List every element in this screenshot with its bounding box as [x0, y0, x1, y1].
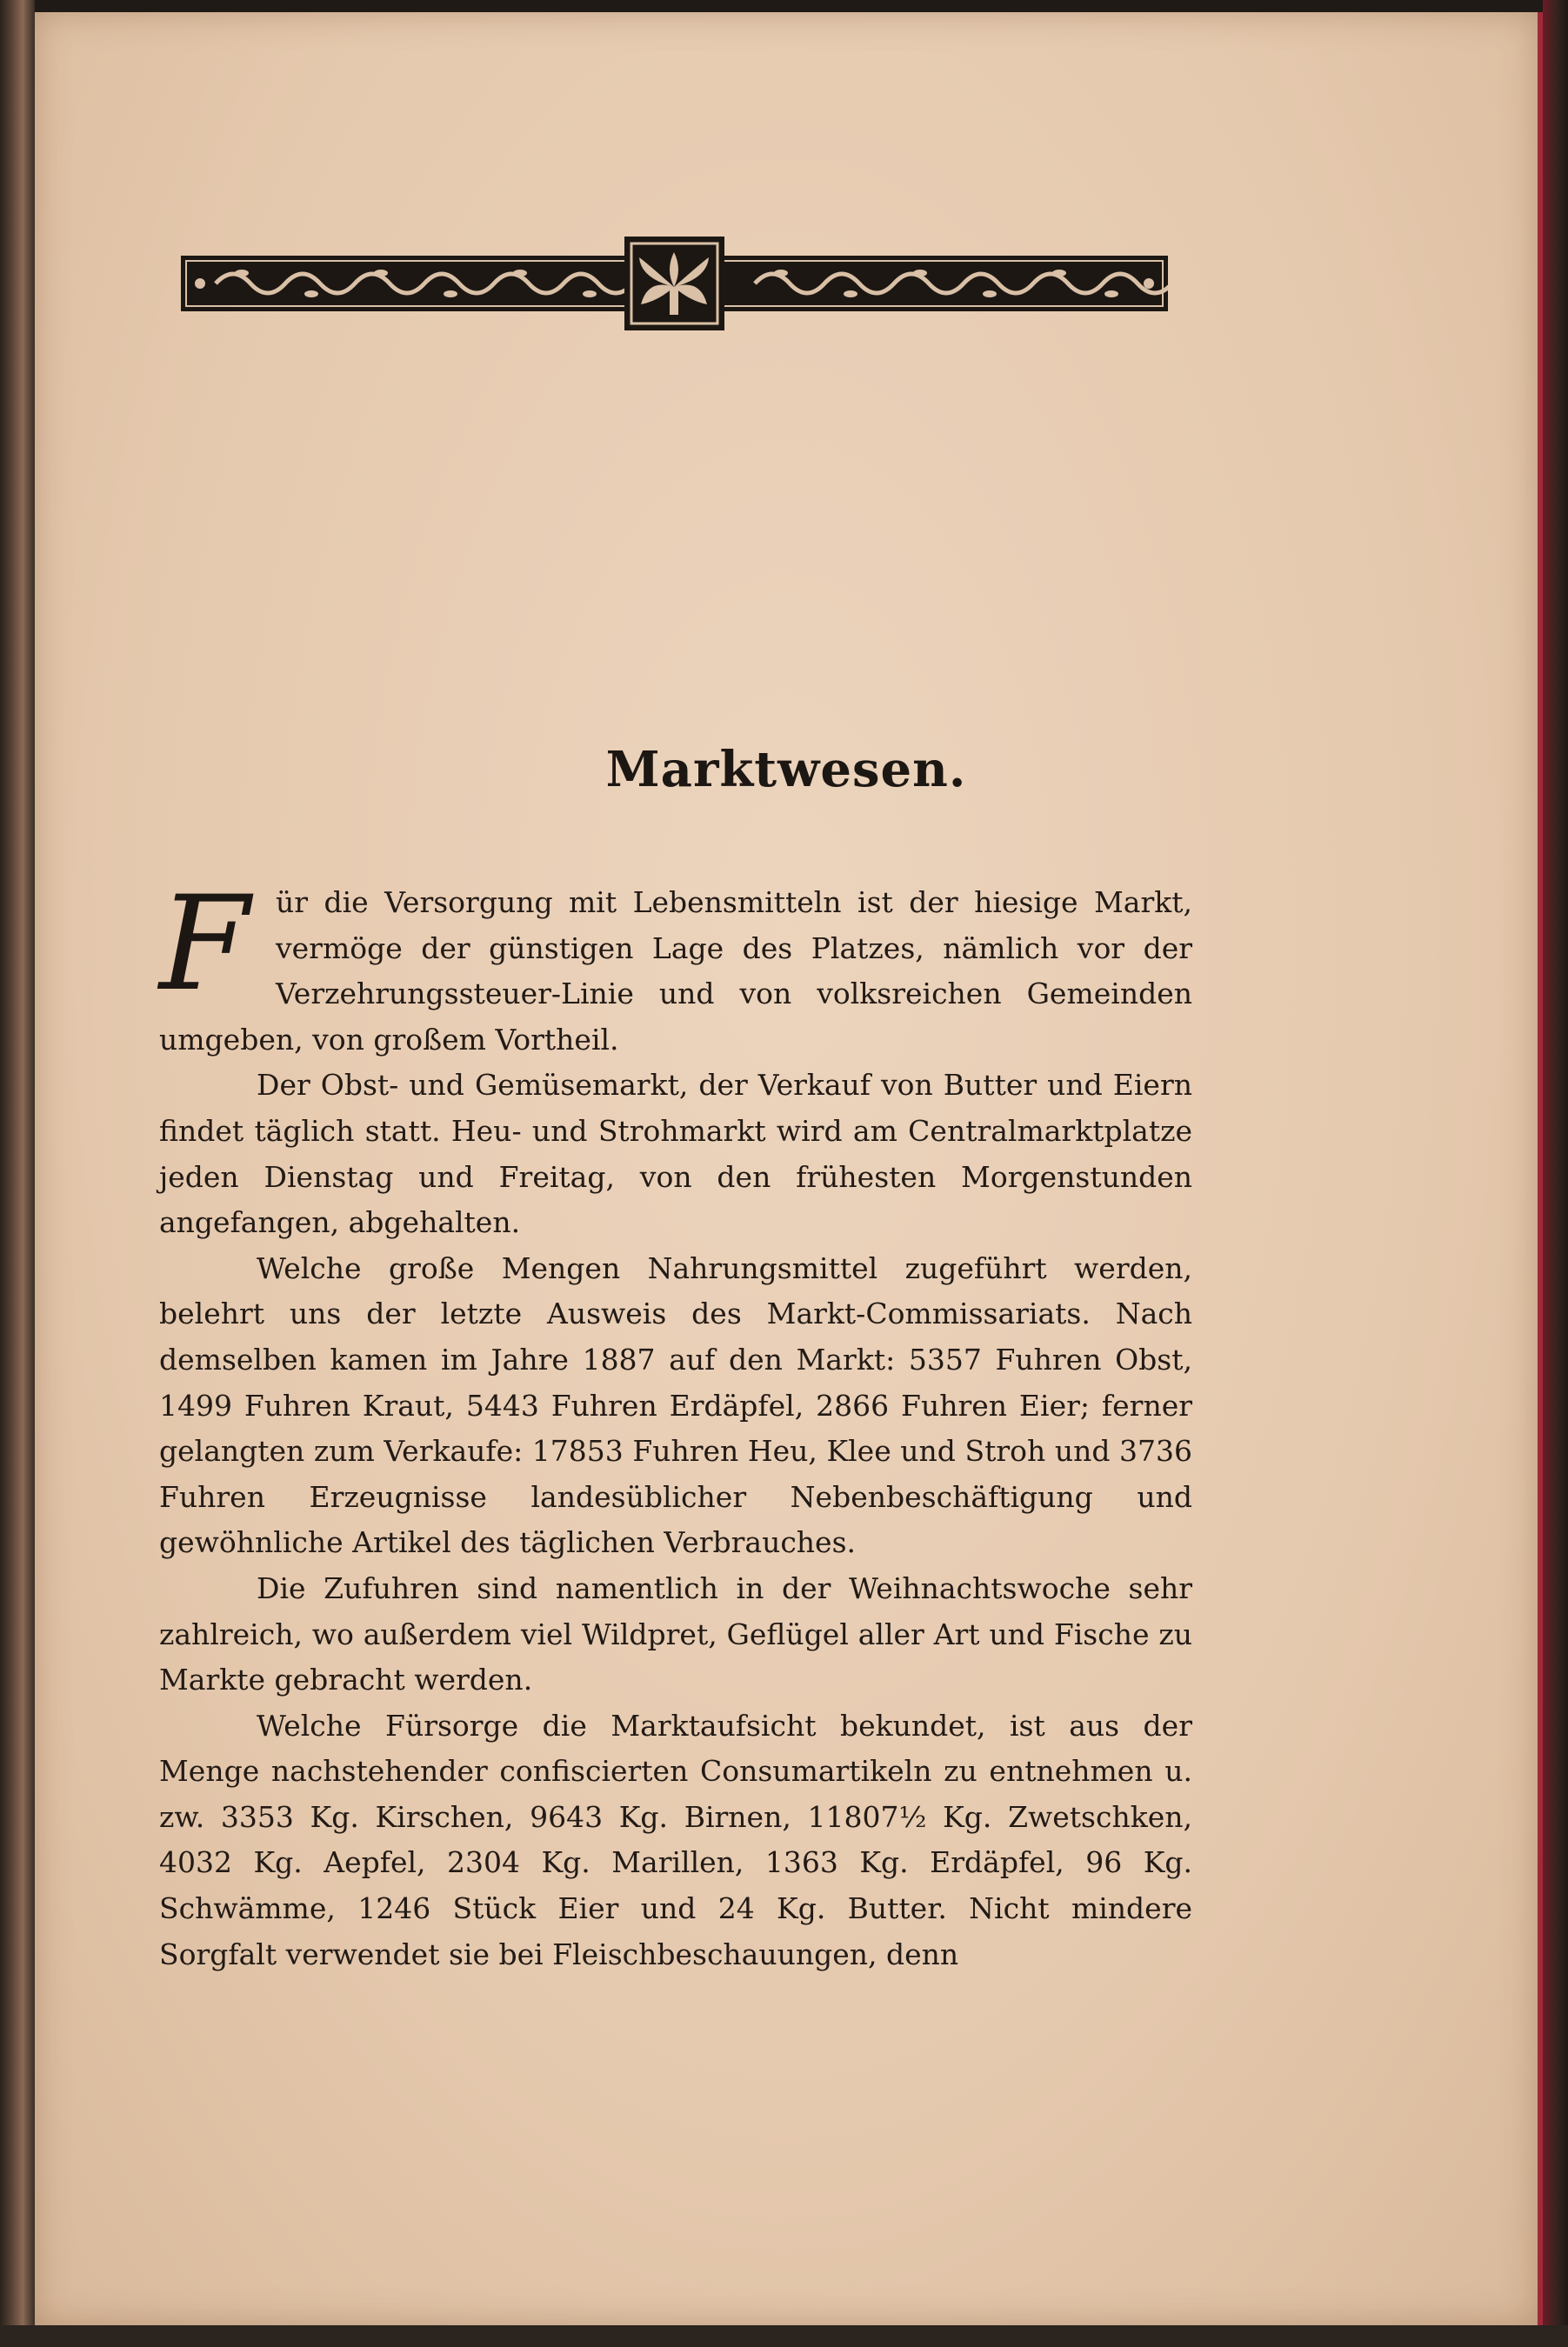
book-bottom-edge	[0, 2325, 1568, 2347]
paragraph-4: Die Zufuhren sind namentlich in der Weihnachtswoche sehr zahlreich, wo außerdem viel Wildpret, Geflügel aller Art und Fische zu Markte gebracht werden.	[159, 1570, 1192, 1697]
book-page	[35, 12, 1543, 2325]
ornamental-header-band	[181, 237, 1168, 330]
paragraph-5: Welche Fürsorge die Marktaufsicht bekundet, ist aus der Menge nachstehender confiscierten Consumartikeln zu entnehmen u. zw. 3353 Kg. Kirschen, 9643 Kg. Birnen, 11807½ Kg. Zwetschken, 4032 Kg. Aepfel, 2304 Kg. Marillen, 1363 Kg. Erdäpfel, 96 Kg. Schwämme, 1246 Stück Eier und 24 Kg. Butter. Nicht mindere Sorgfalt verwendet sie bei Fleischbeschauungen, denn	[159, 1708, 1192, 1971]
book-cover-edge	[1543, 0, 1568, 2347]
paragraph-1-text: ür die Versorgung mit Lebensmitteln ist der hiesige Markt, vermöge der günstigen Lage des Platzes, nämlich vor der Verzehrungssteuer-Linie und von volksreichen Gemeinden umgeben, von großem Vortheil.	[159, 885, 1192, 1057]
drop-cap: F	[159, 869, 250, 1020]
paragraph-2: Der Obst- und Gemüsemarkt, der Verkauf von Butter und Eiern findet täglich statt. Heu- und Strohmarkt wird am Centralmarktplatze jeden Dienstag und Freitag, von den frühesten Morgenstunden angefangen, abgehalten.	[159, 1068, 1192, 1240]
paragraph-3: Welche große Mengen Nahrungsmittel zugeführt werden, belehrt uns der letzte Ausweis des Markt-Commissariats. Nach demselben kamen im Jahre 1887 auf den Markt: 5357 Fuhren Obst, 1499 Fuhren Kraut, 5443 Fuhren Erdäpfel, 2866 Fuhren Eier; ferner gelangten zum Verkaufe: 17853 Fuhren Heu, Klee und Stroh und 3736 Fuhren Erzeugnisse landesüblicher Nebenbeschäftigung und gewöhnliche Artikel des täglichen Verbrauches.	[159, 1250, 1192, 1560]
chapter-title: Marktwesen.	[605, 741, 967, 798]
body-text	[159, 869, 1192, 1977]
book-spine-edge	[0, 0, 35, 2347]
paragraph-1	[159, 869, 1192, 1063]
